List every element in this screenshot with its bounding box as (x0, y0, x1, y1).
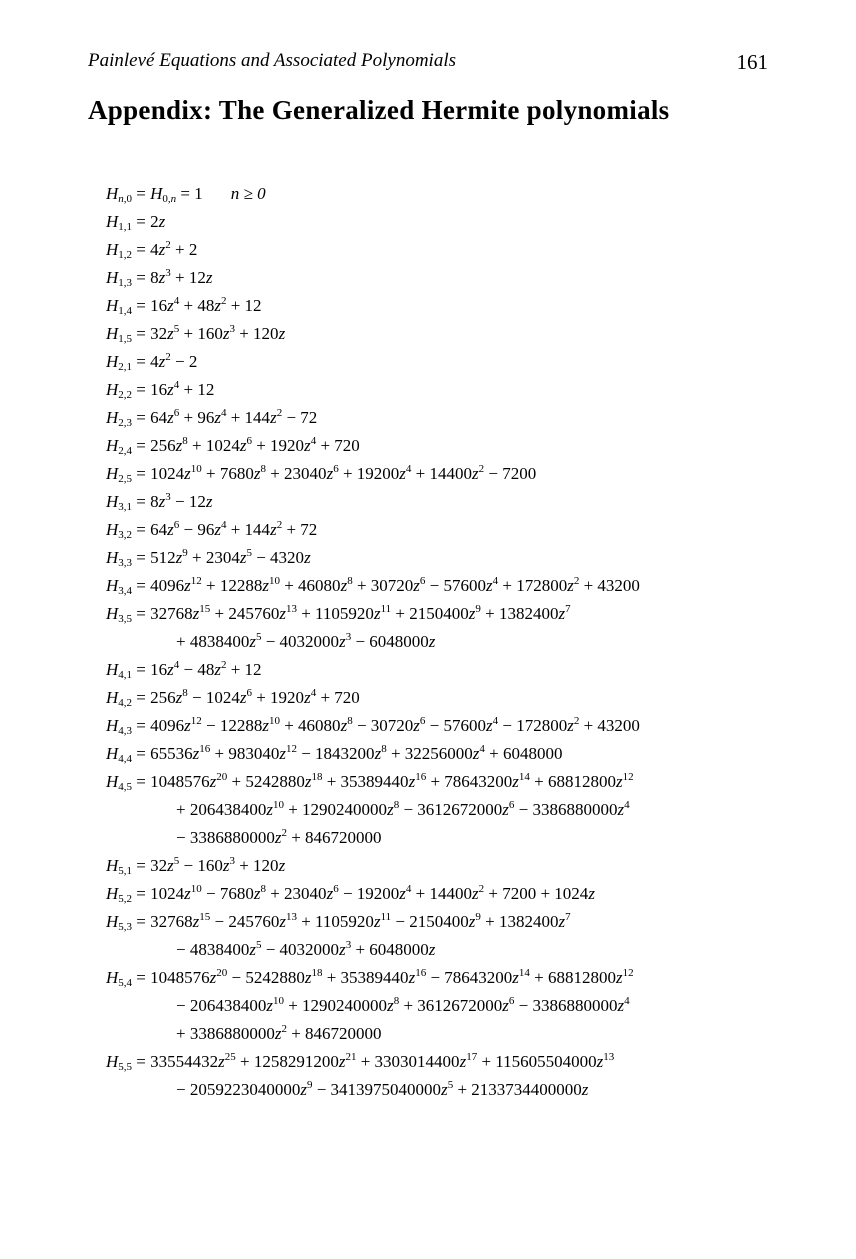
equation-lhs: $H_{2,1}$ = (106, 352, 151, 373)
equation-rhs: $1024z^{10} - 7680z^8 + 23040z^6 - 19200z^4 + 14400z^2 + 7200 + 1024z$ (150, 883, 595, 903)
equation-line (106, 908, 806, 936)
equation-line (106, 460, 806, 488)
equation-continuation-line (106, 1076, 806, 1104)
equation-lhs: $H_{4,2}$ = (106, 688, 151, 709)
equation-lhs: $H_{2,3}$ = (106, 408, 151, 429)
appendix-heading: Appendix: The Generalized Hermite polynomials (88, 95, 670, 125)
equation-lhs: $H_{3,1}$ = (106, 492, 151, 513)
equation-continuation-line (106, 628, 806, 656)
equation-rhs: $256z^8 + 1024z^6 + 1920z^4 + 720$ (150, 435, 360, 455)
equation-rhs: $16z^4 - 48z^2 + 12$ (150, 659, 262, 679)
equation-rhs: $32z^5 - 160z^3 + 120z$ (150, 855, 286, 875)
equation-rhs: $8z^3 + 12z$ (150, 267, 213, 287)
equation-condition: n ≥ 0 (230, 184, 266, 203)
equation-rhs: $16z^4 + 12$ (150, 379, 215, 399)
equation-line (106, 740, 806, 768)
equation-rhs: $32z^5 + 160z^3 + 120z$ (150, 323, 286, 343)
equation-line (106, 180, 806, 208)
equation-rhs: + $4838400z^5 - 4032000z^3 - 6048000z$ (176, 631, 436, 651)
equation-rhs: − $206438400z^{10} + 1290240000z^8 + 3612672000z^6 - 3386880000z^4$ (176, 995, 630, 1015)
equation-rhs: $4096z^{12} - 12288z^{10} + 46080z^8 - 30720z^6 - 57600z^4 - 172800z^2 + 43200$ (150, 715, 640, 735)
equation-lhs: $H_{2,2}$ = (106, 380, 151, 401)
equation-lhs: $H_{3,3}$ = (106, 548, 151, 569)
equation-line (106, 1048, 806, 1076)
equation-line (106, 208, 806, 236)
equation-line (106, 264, 806, 292)
equation-rhs: 2z (150, 212, 166, 231)
equation-rhs: $512z^9 + 2304z^5 - 4320z$ (150, 547, 311, 567)
equation-rhs: $1024z^{10} + 7680z^8 + 23040z^6 + 19200z^4 + 14400z^2 - 7200$ (150, 463, 537, 483)
equation-continuation-line (106, 936, 806, 964)
equation-line (106, 236, 806, 264)
equation-line (106, 544, 806, 572)
equation-line (106, 768, 806, 796)
equation-rhs: $65536z^{16} + 983040z^{12} - 1843200z^8 + 32256000z^4 + 6048000$ (150, 743, 563, 763)
equation-line (106, 656, 806, 684)
equation-lhs: $H_{3,4}$ = (106, 576, 151, 597)
equation-line (106, 572, 806, 600)
equation-rhs: $64z^6 + 96z^4 + 144z^2 - 72$ (150, 407, 318, 427)
equation-lhs: $H_{1,3}$ = (106, 268, 151, 289)
equation-line (106, 320, 806, 348)
equation-rhs: $33554432z^{25} + 1258291200z^{21} + 3303014400z^{17} + 115605504000z^{13}$ (150, 1051, 615, 1071)
equation-line (106, 712, 806, 740)
equation-lhs: $H_{5,4}$ = (106, 968, 151, 989)
equation-line (106, 404, 806, 432)
equation-rhs: $32768z^{15} - 245760z^{13} + 1105920z^{11} - 2150400z^9 + 1382400z^7$ (150, 911, 571, 931)
equation-lhs: $H_{4,3}$ = (106, 716, 151, 737)
equation-line (106, 852, 806, 880)
equation-lhs: $H_{2,5}$ = (106, 464, 151, 485)
equation-rhs: $4z^2 + 2$ (150, 239, 198, 259)
equation-rhs: $4096z^{12} + 12288z^{10} + 46080z^8 + 30720z^6 - 57600z^4 + 172800z^2 + 43200$ (150, 575, 640, 595)
equation-rhs: 1 (194, 184, 203, 203)
equation-lhs: $H_{5,2}$ = (106, 884, 151, 905)
equation-line (106, 516, 806, 544)
equation-lhs: $H_{5,5}$ = (106, 1052, 151, 1073)
equation-lhs: $H_{n,0} = H_{0,n}$ = (106, 184, 195, 205)
equation-rhs: − $2059223040000z^9 - 3413975040000z^5 + 2133734400000z$ (176, 1079, 589, 1099)
equation-rhs: $4z^2 - 2$ (150, 351, 198, 371)
equation-line (106, 376, 806, 404)
equation-rhs: + $206438400z^{10} + 1290240000z^8 - 3612672000z^6 - 3386880000z^4$ (176, 799, 630, 819)
equation-rhs: $1048576z^{20} + 5242880z^{18} + 35389440z^{16} + 78643200z^{14} + 68812800z^{12}$ (150, 771, 634, 791)
equation-rhs: + $3386880000z^2 + 846720000$ (176, 1023, 382, 1043)
equation-rhs: $64z^6 - 96z^4 + 144z^2 + 72$ (150, 519, 318, 539)
equation-line (106, 292, 806, 320)
equation-line (106, 964, 806, 992)
equation-line (106, 600, 806, 628)
equation-list (106, 180, 806, 1104)
equation-lhs: $H_{4,4}$ = (106, 744, 151, 765)
equation-rhs: − $3386880000z^2 + 846720000$ (176, 827, 382, 847)
equation-continuation-line (106, 796, 806, 824)
equation-lhs: $H_{1,4}$ = (106, 296, 151, 317)
equation-rhs: − $4838400z^5 - 4032000z^3 + 6048000z$ (176, 939, 436, 959)
equation-lhs: $H_{5,1}$ = (106, 856, 151, 877)
equation-line (106, 880, 806, 908)
equation-lhs: $H_{3,2}$ = (106, 520, 151, 541)
equation-line (106, 488, 806, 516)
page-number: 161 (736, 50, 768, 74)
equation-line (106, 432, 806, 460)
equation-line (106, 684, 806, 712)
equation-line (106, 348, 806, 376)
equation-continuation-line (106, 992, 806, 1020)
equation-lhs: $H_{5,3}$ = (106, 912, 151, 933)
running-title: Painlevé Equations and Associated Polynomials (88, 50, 456, 71)
equation-lhs: $H_{1,2}$ = (106, 240, 151, 261)
equation-rhs: $32768z^{15} + 245760z^{13} + 1105920z^{11} + 2150400z^9 + 1382400z^7$ (150, 603, 571, 623)
equation-lhs: $H_{4,1}$ = (106, 660, 151, 681)
equation-lhs: $H_{4,5}$ = (106, 772, 151, 793)
equation-lhs: $H_{3,5}$ = (106, 604, 151, 625)
equation-lhs: $H_{1,1}$ = (106, 212, 151, 233)
equation-rhs: $256z^8 - 1024z^6 + 1920z^4 + 720$ (150, 687, 360, 707)
equation-rhs: $16z^4 + 48z^2 + 12$ (150, 295, 262, 315)
equation-rhs: $1048576z^{20} - 5242880z^{18} + 35389440z^{16} - 78643200z^{14} + 68812800z^{12}$ (150, 967, 634, 987)
equation-continuation-line (106, 1020, 806, 1048)
equation-lhs: $H_{1,5}$ = (106, 324, 151, 345)
equation-rhs: $8z^3 - 12z$ (150, 491, 213, 511)
equation-continuation-line (106, 824, 806, 852)
running-head (88, 50, 768, 80)
equation-lhs: $H_{2,4}$ = (106, 436, 151, 457)
